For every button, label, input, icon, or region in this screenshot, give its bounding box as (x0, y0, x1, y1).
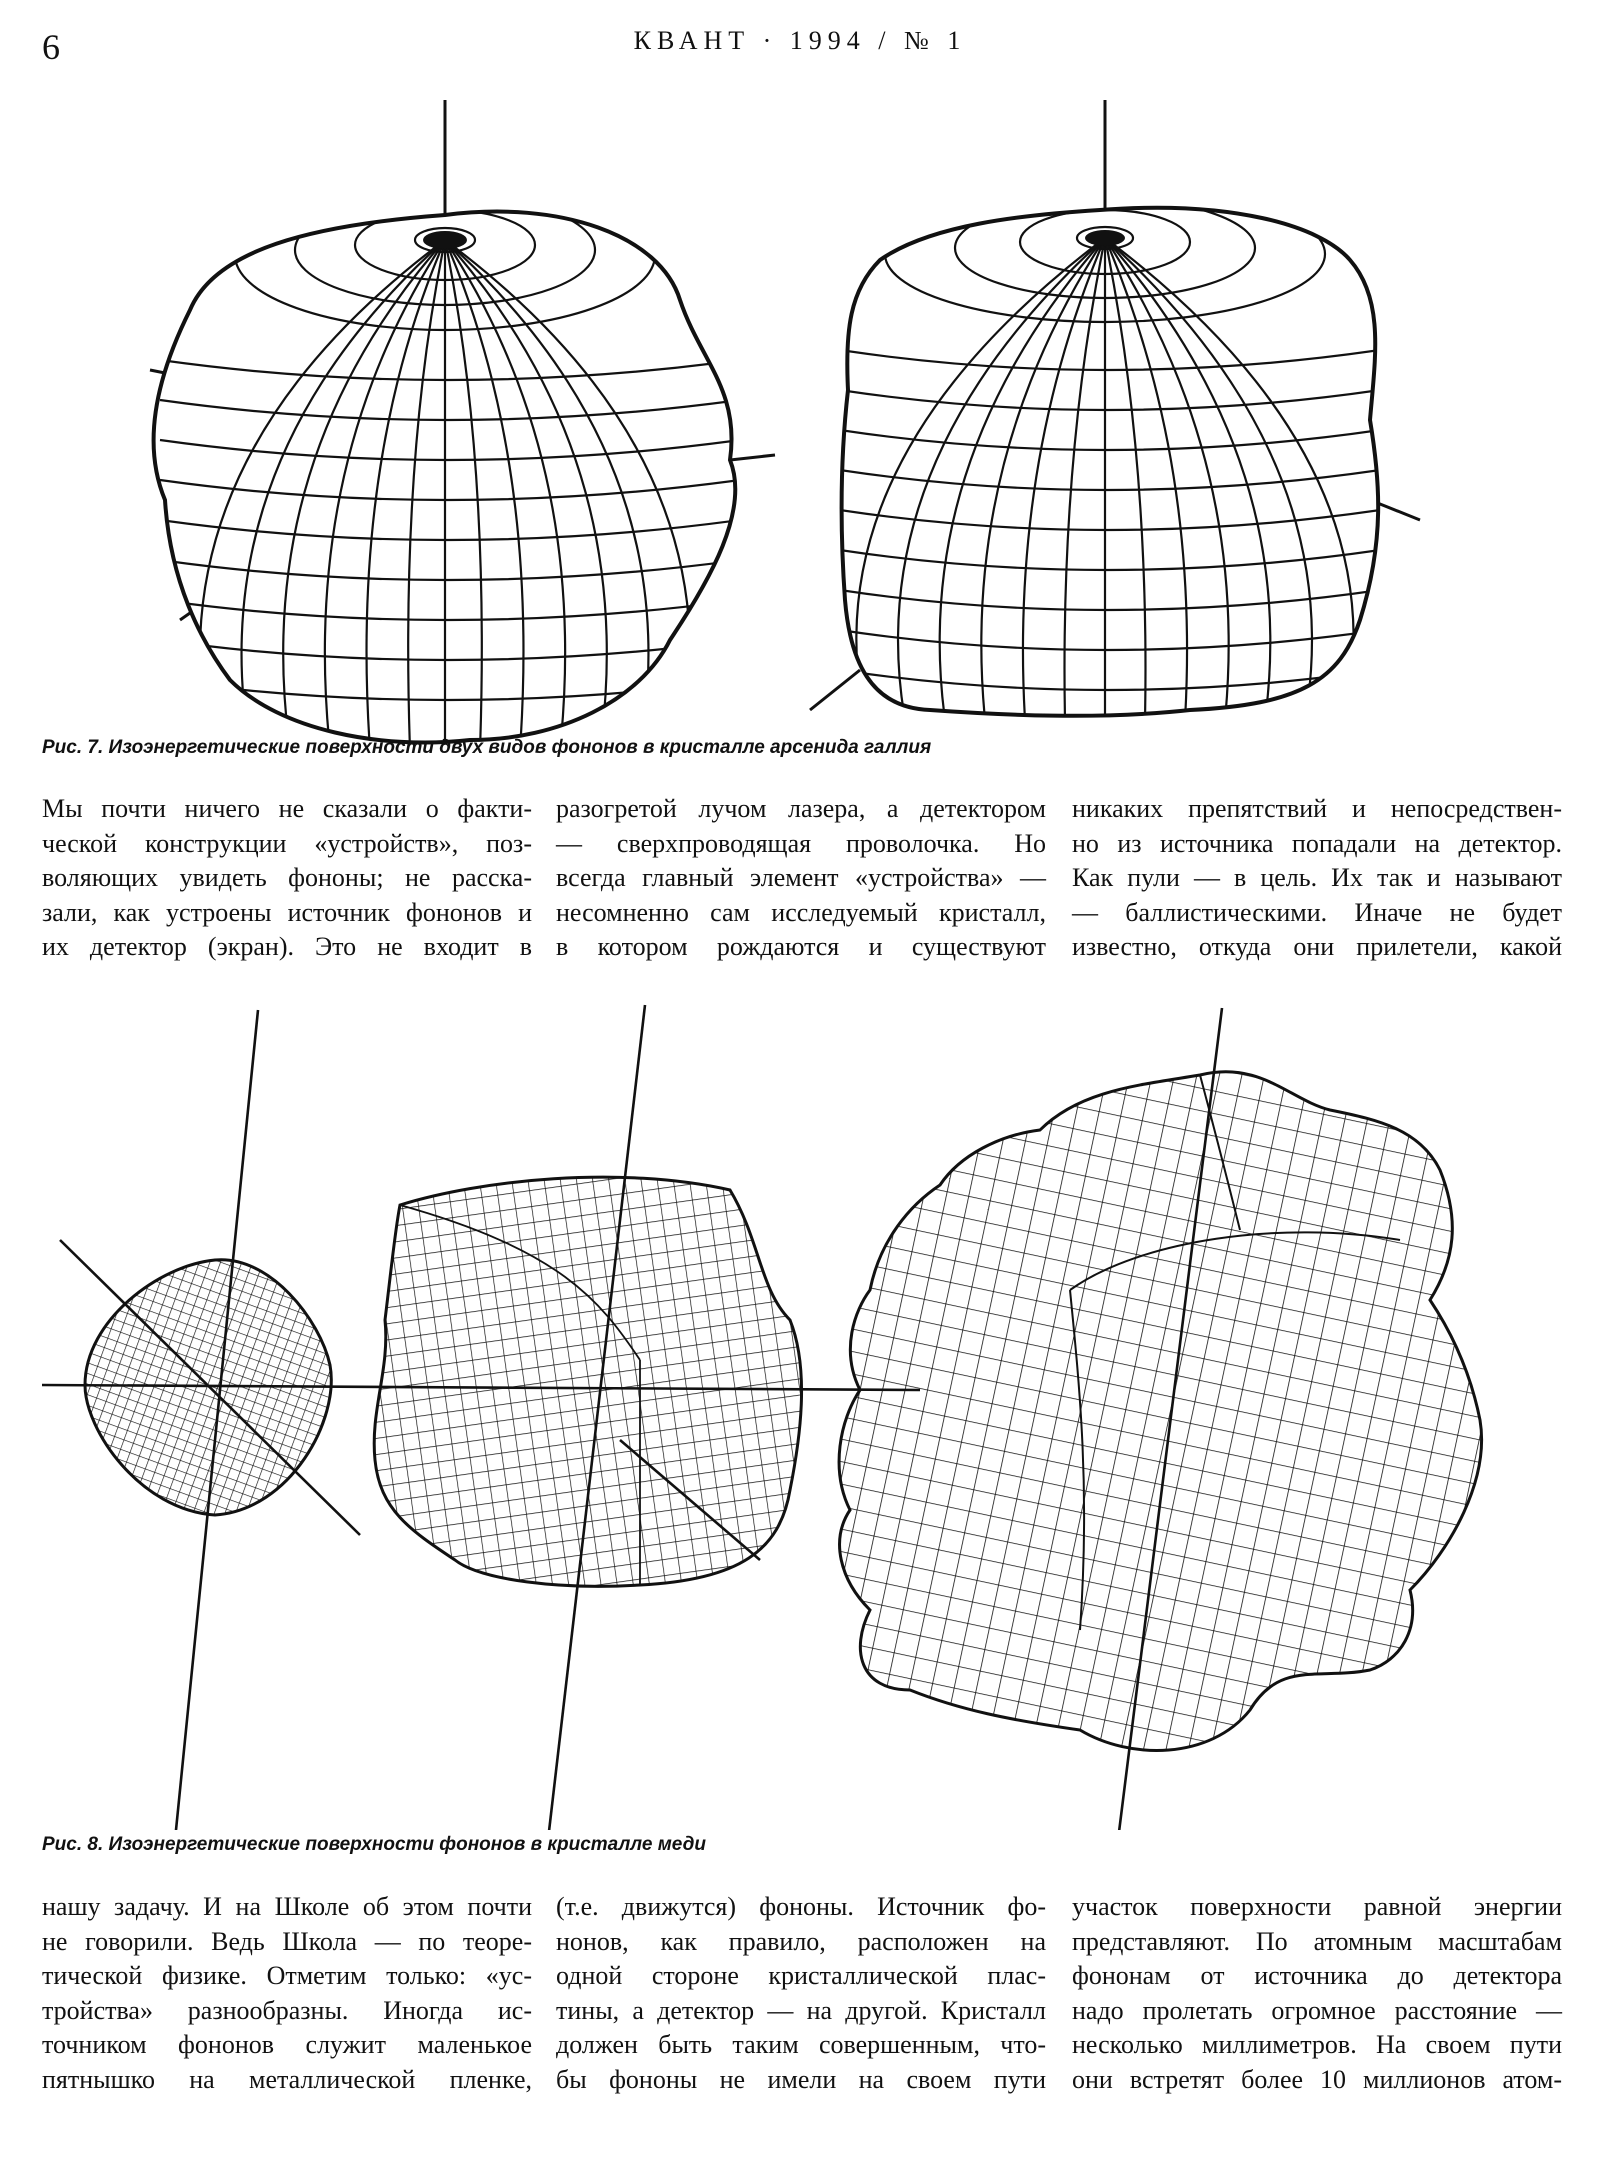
text-line: несколько миллиметров. На своем пути (1072, 2030, 1562, 2060)
text-column-4 (42, 1890, 532, 2098)
text-column-6 (1072, 1890, 1562, 2098)
text-line: пятнышко на металлической пленке, (42, 2064, 532, 2094)
text-line: всегда главный элемент «устройства» — (556, 863, 1046, 893)
figure-7-caption: Рис. 7. Изоэнергетические поверхности двух видов фононов в кристалле арсенида галлия (42, 737, 932, 758)
text-line: разогретой лучом лазера, а детектором (556, 794, 1046, 823)
text-line: — баллистическими. Иначе не будет (1072, 897, 1562, 927)
text-line: Мы почти ничего не сказали о факти- (42, 794, 532, 823)
running-head: КВАНТ · 1994 / № 1 (633, 26, 967, 55)
text-line: представляют. По атомным масштабам (1072, 1926, 1562, 1956)
text-line: бы фононы не имели на своем пути (556, 2064, 1046, 2094)
text-line: известно, откуда они прилетели, какой (1072, 932, 1562, 962)
surface-copper-3 (839, 1072, 1481, 1751)
text-column-3 (1072, 792, 1562, 965)
text-line: (т.е. движутся) фононы. Источник фо- (556, 1892, 1046, 1921)
text-line: нашу задачу. И на Школе об этом почти (42, 1892, 532, 1921)
text-line: нонов, как правило, расположен на (556, 1926, 1046, 1956)
text-line: одной стороне кристаллической плас- (556, 1961, 1046, 1991)
text-column-1 (42, 792, 532, 965)
text-line: точником фононов служит маленькое (42, 2030, 532, 2060)
text-line: надо пролетать огромное расстояние — (1072, 1995, 1562, 2025)
text-line: они встретят более 10 миллионов атом- (1072, 2064, 1562, 2094)
text-line: участок поверхности равной энергии (1072, 1892, 1562, 1921)
text-line: тины, а детектор — на другой. Кристалл (556, 1995, 1046, 2025)
text-line: Как пули — в цель. Их так и называют (1072, 863, 1562, 893)
text-line: никаких препятствий и непосредствен- (1072, 794, 1562, 823)
text-line: тройства» разнообразны. Иногда ис- (42, 1995, 532, 2025)
text-line: ческой конструкции «устройств», поз- (42, 828, 532, 858)
surface-gaas-1 (150, 100, 775, 750)
figure-8 (0, 990, 1600, 1830)
text-line: их детектор (экран). Это не входит в (42, 932, 532, 962)
text-line: зали, как устроены источник фононов и (42, 897, 532, 927)
figure-7 (0, 60, 1600, 800)
surface-gaas-2 (810, 100, 1420, 720)
text-column-5 (556, 1890, 1046, 2098)
text-line: не говорили. Ведь Школа — по теоре- (42, 1926, 532, 1956)
text-line: — сверхпроводящая проволочка. Но (556, 828, 1046, 858)
page-number: 6 (42, 27, 60, 67)
text-line: воляющих увидеть фононы; не расска- (42, 863, 532, 893)
surface-copper-1 (85, 1260, 331, 1515)
surface-copper-2 (374, 1177, 801, 1586)
text-line: тической физике. Отметим только: «ус- (42, 1961, 532, 1991)
text-line: фононам от источника до детектора (1072, 1961, 1562, 1991)
text-column-2 (556, 792, 1046, 965)
text-line: несомненно сам исследуемый кристалл, (556, 897, 1046, 927)
text-line: в котором рождаются и существуют (556, 932, 1046, 962)
text-line: должен быть таким совершенным, что- (556, 2030, 1046, 2060)
text-line: но из источника попадали на детектор. (1072, 828, 1562, 858)
figure-8-caption: Рис. 8. Изоэнергетические поверхности фононов в кристалле меди (42, 1834, 706, 1855)
